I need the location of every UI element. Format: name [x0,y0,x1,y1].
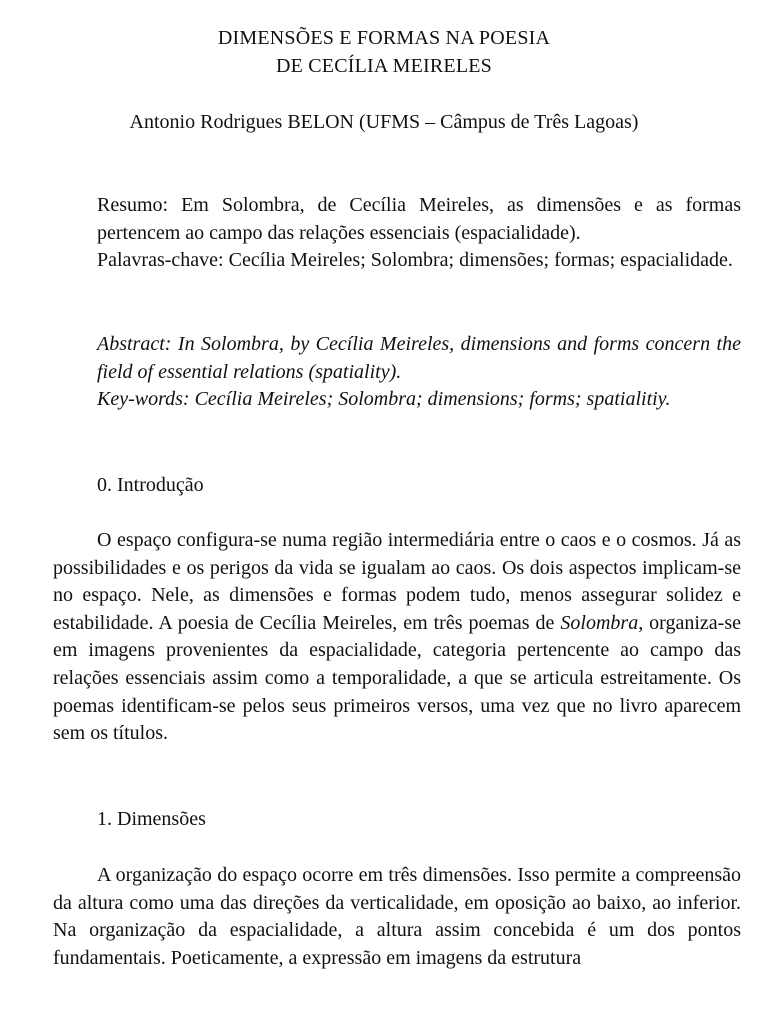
section-heading-introducao: 0. Introdução [97,474,204,496]
dimensoes-paragraph [53,862,741,972]
introducao-text-part-1: O espaço configura-se numa região intermediária entre o caos e o cosmos. Já as possibilidades e os perigos da vida se igualam ao caos. Os dois aspectos implicam-se no espaço. Nele, as dimensões e formas podem tudo, menos assegurar solidez e estabilidade. A poesia de Cecília Meireles, em três poemas de [53,529,741,634]
abstract-keywords: Key-words: Cecília Meireles; Solombra; dimensions; forms; spatialitiy. [97,388,671,411]
abstract-block [97,331,741,414]
resumo-text: Resumo: Em Solombra, de Cecília Meireles, as dimensões e as formas pertencem ao campo das relações essenciais (espacialidade). [97,194,741,244]
book-title-solombra: Solombra [560,611,639,634]
introducao-text-part-2: , organiza-se em imagens provenientes da espacialidade, categoria pertencente ao campo das relações essenciais assim como a temporalidade, a que se articula estreitamente. Os poemas identificam-se pelos seus primeiros versos, uma vez que no livro aparecem sem os títulos. [53,611,741,745]
resumo-keywords: Palavras-chave: Cecília Meireles; Solombra; dimensões; formas; espacialidade. [97,249,733,272]
introducao-paragraph [53,527,741,748]
dimensoes-paragraph-text: A organização do espaço ocorre em três dimensões. Isso permite a compreensão da altura como uma das direções da verticalidade, em oposição ao baixo, ao inferior. Na organização da espacialidade, a altura assim concebida é um dos pontos fundamentais. Poeticamente, a expressão em imagens da estrutura [53,864,741,969]
introducao-paragraph-text [53,527,741,748]
section-heading-dimensoes: 1. Dimensões [97,808,206,830]
paper-title-line-2: DE CECÍLIA MEIRELES [275,55,492,77]
paper-title-line-1: DIMENSÕES E FORMAS NA POESIA [217,27,551,49]
resumo-block [97,192,741,275]
author-affiliation: Antonio Rodrigues BELON (UFMS – Câmpus de Três Lagoas) [129,111,639,133]
abstract-text: Abstract: In Solombra, by Cecília Meireles, dimensions and forms concern the field of essential relations (spatiality). [97,333,741,383]
